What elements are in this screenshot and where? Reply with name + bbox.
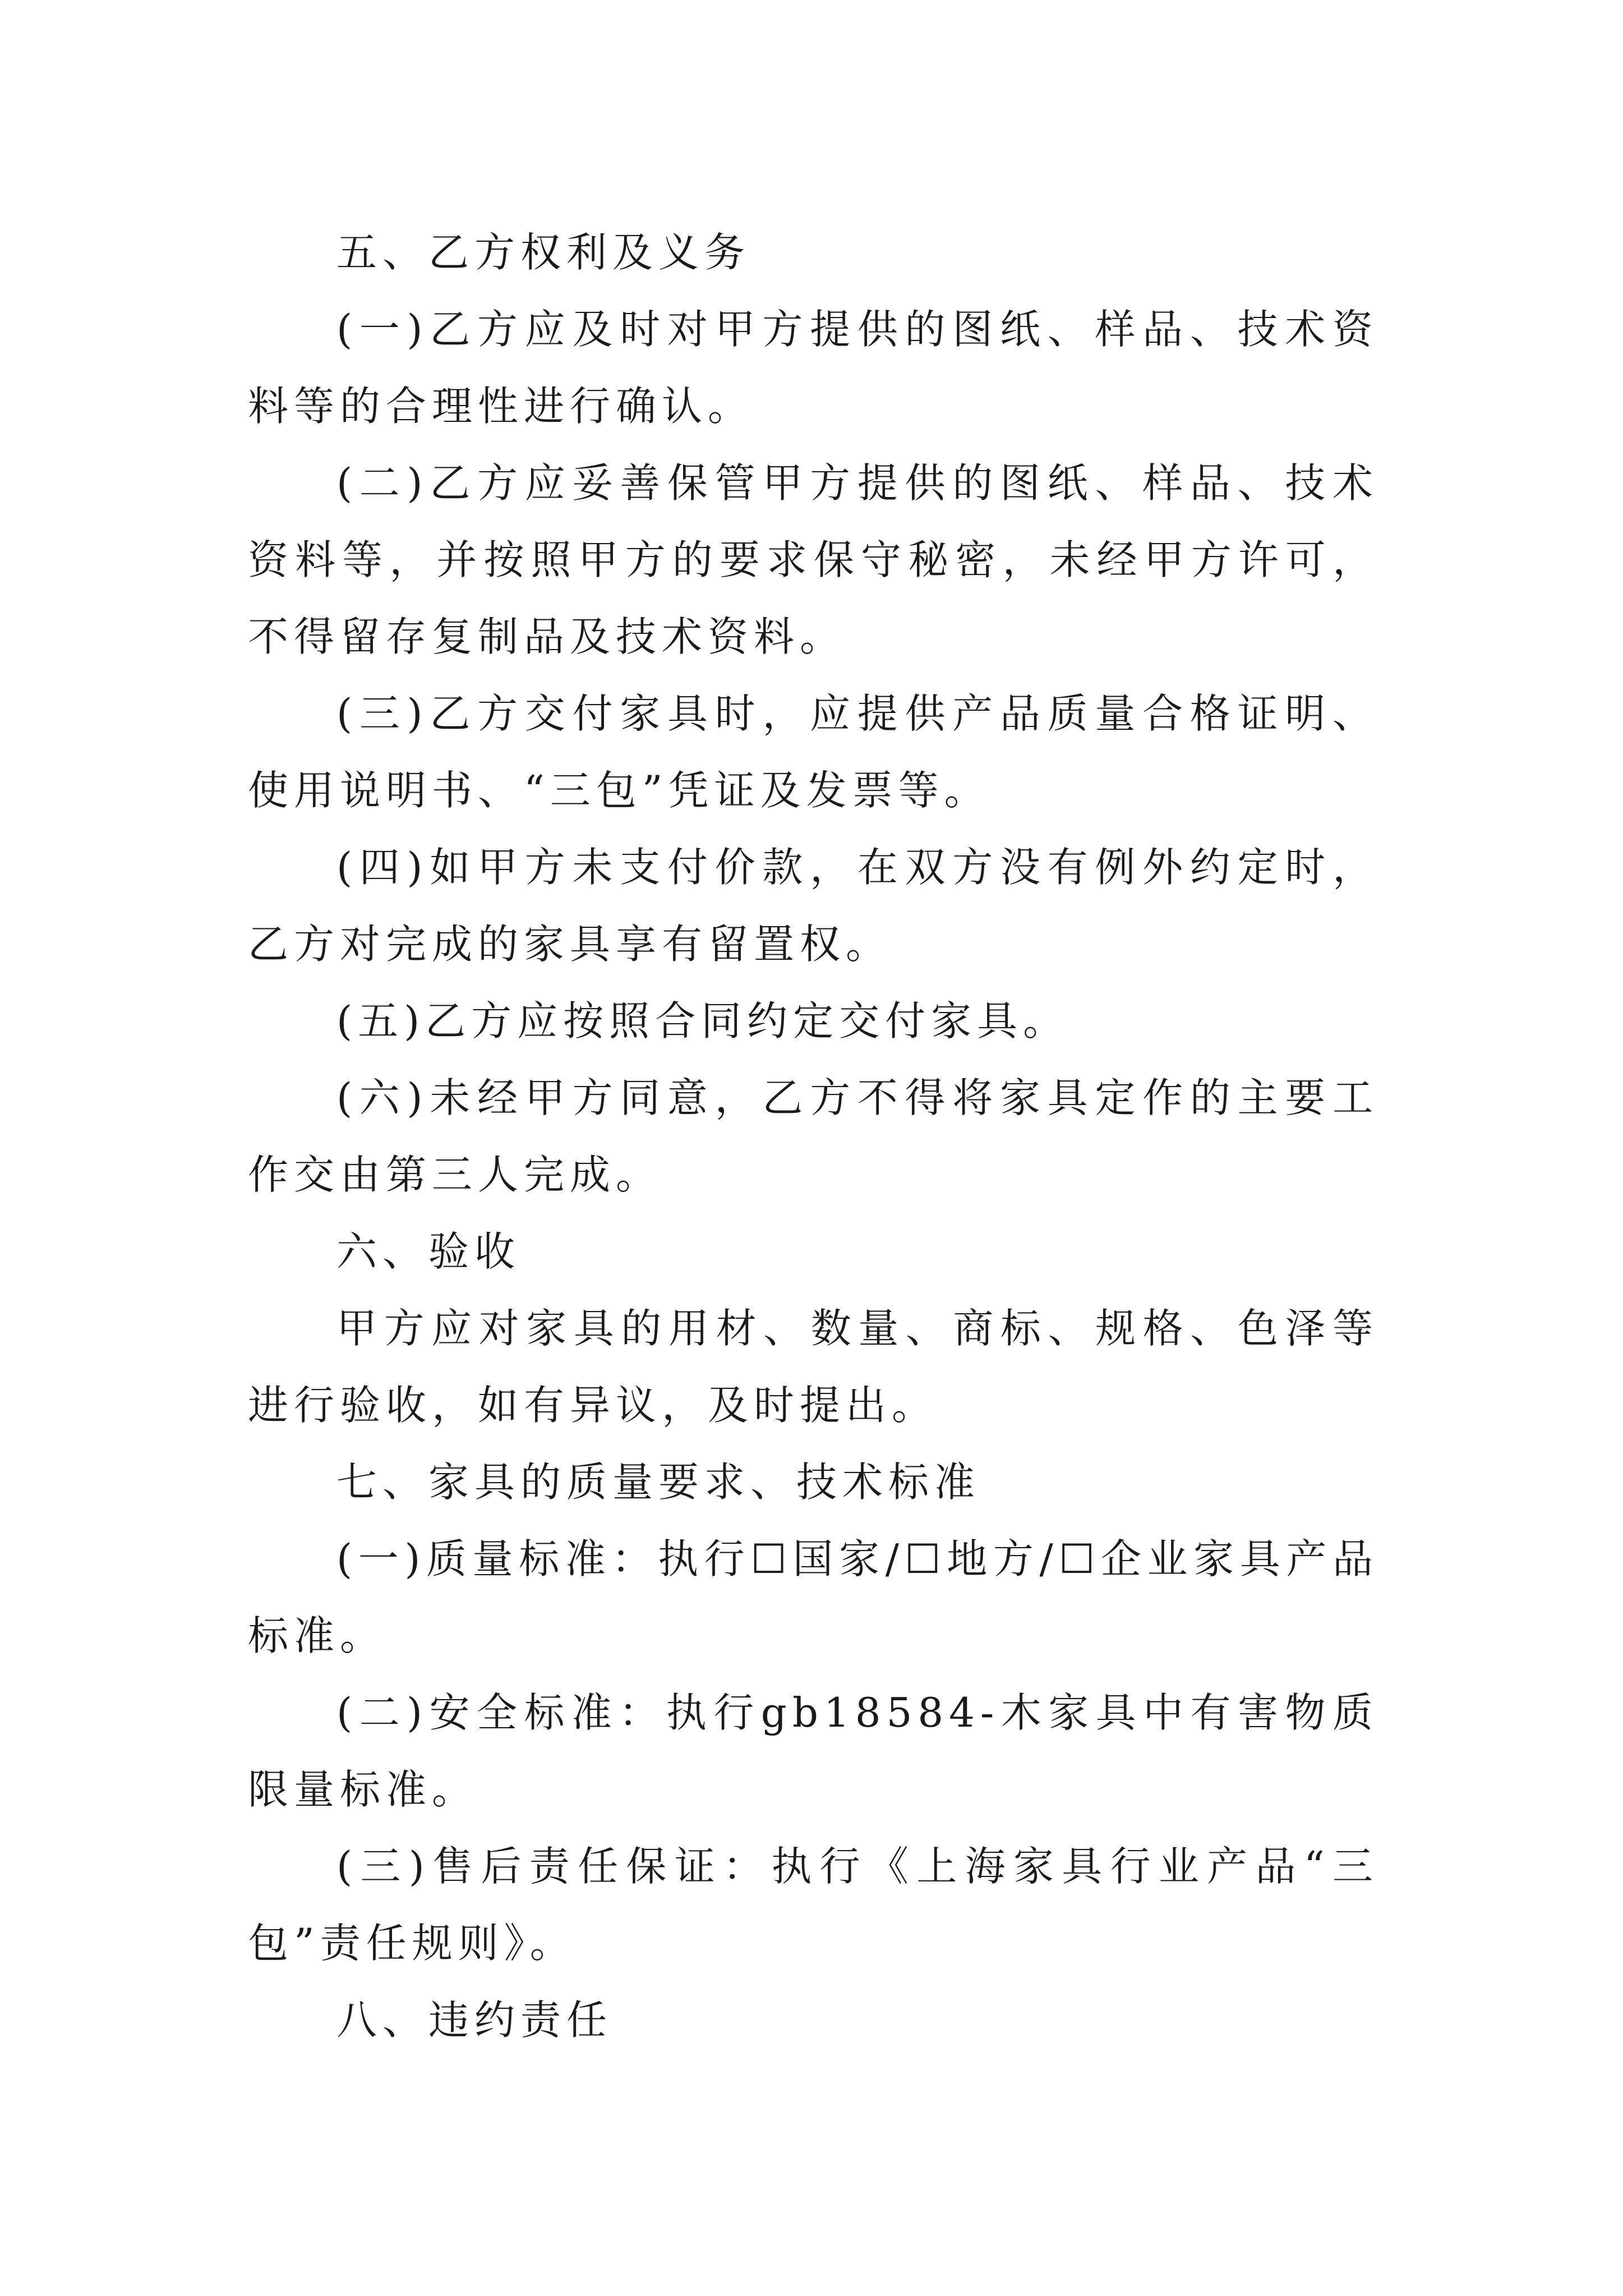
clause-5-3: (三)乙方交付家具时，应提供产品质量合格证明、使用说明书、“三包”凭证及发票等。 xyxy=(248,690,1378,814)
clause-5-6: (六)未经甲方同意，乙方不得将家具定作的主要工作交由第三人完成。 xyxy=(248,1074,1378,1198)
document-body xyxy=(248,214,1378,2059)
section-heading-7: 七、家具的质量要求、技术标准 xyxy=(336,1458,981,1506)
clause-7-1: (一)质量标准：执行☐国家/☐地方/☐企业家具产品标准。 xyxy=(248,1535,1378,1659)
clause-7-3: (三)售后责任保证：执行《上海家具行业产品“三包”责任规则》。 xyxy=(248,1843,1378,1967)
clause-6-text: 甲方应对家具的用材、数量、商标、规格、色泽等进行验收，如有异议，及时提出。 xyxy=(248,1305,1378,1429)
clause-5-2: (二)乙方应妥善保管甲方提供的图纸、样品、技术资料等，并按照甲方的要求保守秘密，未经甲方许可，不得留存复制品及技术资料。 xyxy=(248,459,1378,660)
section-heading-5: 五、乙方权利及义务 xyxy=(336,229,751,276)
clause-7-2: (二)安全标准：执行gb18584-木家具中有害物质限量标准。 xyxy=(248,1689,1378,1813)
clause-5-5: (五)乙方应按照合同约定交付家具。 xyxy=(336,997,1069,1045)
clause-5-1: (一)乙方应及时对甲方提供的图纸、样品、技术资料等的合理性进行确认。 xyxy=(248,306,1378,430)
section-heading-6: 六、验收 xyxy=(336,1228,521,1275)
section-heading-8: 八、违约责任 xyxy=(336,1996,613,2044)
clause-5-4: (四)如甲方未支付价款，在双方没有例外约定时，乙方对完成的家具享有留置权。 xyxy=(248,844,1378,968)
